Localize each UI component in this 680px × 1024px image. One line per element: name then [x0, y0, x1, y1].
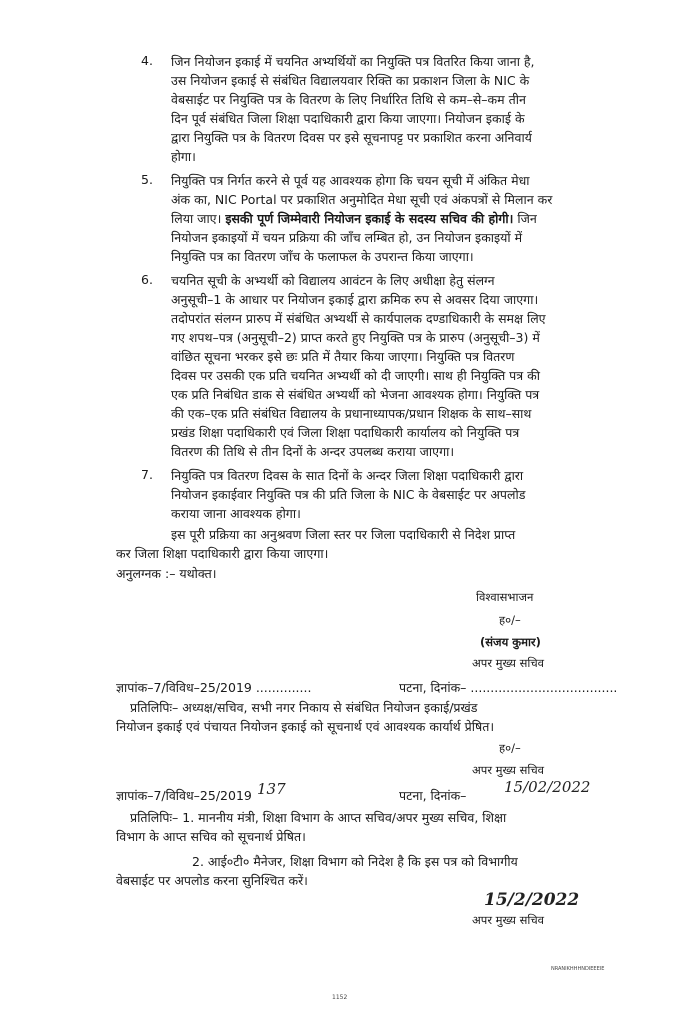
memo2-ref: ज्ञापांक–7/विविध–25/2019 [116, 788, 252, 803]
item-6-line-1: चयनित सूची के अभ्यर्थी को विद्यालय आवंटन के लिए अधीक्षा हेतु संलग्न [171, 273, 495, 288]
item-4-line-3: वेबसाईट पर नियुक्ति पत्र के वितरण के लिए निर्धारित तिथि से कम–से–कम तीन [171, 92, 526, 107]
enclosure-line: अनुलग्नक :– यथोक्त। [116, 566, 217, 581]
memo2-designation: अपर मुख्य सचिव [472, 913, 545, 927]
item-4-line-1: जिन नियोजन इकाई में चयनित अभ्यर्थियों का नियुक्ति पत्र वितरित किया जाना है, [171, 54, 535, 69]
item-7-line-2: नियोजन इकाईवार नियुक्ति पत्र की प्रति जिला के NIC के वेबसाईट पर अपलोड [171, 487, 526, 502]
item-5-line-3-start: लिया जाए। [171, 211, 226, 226]
item-6-line-10: वितरण की तिथि से तीन दिनों के अन्दर उपलब्ध कराया जाएगा। [171, 444, 455, 459]
item-7-line-3: कराया जाना आवश्यक होगा। [171, 506, 301, 521]
item-5-line-3-end: जिन [513, 211, 537, 226]
item-6-number: 6. [141, 272, 153, 287]
item-6-line-3: तदोपरांत संलग्न प्रारुप में संबंधित अभ्यर्थी से कार्यपालक दण्डाधिकारी के समक्ष लिए [171, 311, 546, 326]
footer-code: NRANIKHHHNDIEEEIE [551, 966, 605, 972]
item-7-number: 7. [141, 467, 153, 482]
memo1-signed-mark: ह०/– [499, 741, 521, 755]
item-4-line-4: दिन पूर्व संबंधित जिला शिक्षा पदाधिकारी द्वारा किया जाएगा। नियोजन इकाई के [171, 111, 525, 126]
footer-page-mark: 1152 [332, 994, 348, 1001]
item-5-line-2: अंक का, NIC Portal पर प्रकाशित अनुमोदित मेधा सूची एवं अंकपत्रों से मिलान कर [171, 192, 553, 207]
item-5-line-3 [171, 209, 537, 228]
item-5-line-1: नियुक्ति पत्र निर्गत करने से पूर्व यह आवश्यक होगा कि चयन सूची में अंकित मेधा [171, 173, 530, 188]
item-6-line-2: अनुसूची–1 के आधार पर नियोजन इकाई द्वारा क्रमिक रुप से अवसर दिया जाएगा। [171, 292, 539, 307]
memo2-copy1-line-2: विभाग के आप्त सचिव को सूचनार्थ प्रेषित। [116, 829, 306, 844]
memo2-copy2-line-2: वेबसाईट पर अपलोड करना सुनिश्चित करें। [116, 873, 308, 888]
item-6-line-8: की एक–एक प्रति संबंधित विद्यालय के प्रधानाध्यापक/प्रधान शिक्षक के साथ–साथ [171, 406, 532, 421]
memo1-ref: ज्ञापांक–7/विविध–25/2019 .............. [116, 680, 312, 695]
item-4-line-5: द्वारा नियुक्ति पत्र के वितरण दिवस पर इसे सूचनापट्ट पर प्रकाशित करना अनिवार्य [171, 130, 532, 145]
memo2-copy2-line-1: 2. आई०टी० मैनेजर, शिक्षा विभाग को निदेश है कि इस पत्र को विभागीय [192, 854, 518, 869]
memo1-designation: अपर मुख्य सचिव [472, 763, 545, 777]
item-4-line-2: उस नियोजन इकाई से संबंधित विद्यालयवार रिक्ति का प्रकाशन जिला के NIC के [171, 73, 530, 88]
handwritten-signature: 15/2/2022 [484, 890, 580, 910]
item-4-line-6: होगा। [171, 149, 196, 164]
signatory-designation: अपर मुख्य सचिव [472, 656, 545, 670]
item-6-line-7: एक प्रति निबंधित डाक से संबंधित अभ्यर्थी को भेजना आवश्यक होगा। नियुक्ति पत्र [171, 387, 540, 402]
item-5-line-4: नियोजन इकाइयों में चयन प्रक्रिया की जाँच लम्बित हो, उन नियोजन इकाइयों में [171, 230, 523, 245]
item-4-number: 4. [141, 53, 153, 68]
item-6-line-5: वांछित सूचना भरकर इसे छः प्रति में तैयार किया जाएगा। नियुक्ति पत्र वितरण [171, 349, 515, 364]
memo1-copy-line-2: नियोजन इकाई एवं पंचायत नियोजन इकाई को सूचनार्थ एवं आवश्यक कार्यार्थ प्रेषित। [116, 719, 495, 734]
closing-line-1: इस पूरी प्रक्रिया का अनुश्रवण जिला स्तर पर जिला पदाधिकारी से निदेश प्राप्त [171, 527, 516, 542]
faithfully: विश्वासभाजन [476, 590, 534, 604]
item-5-line-5: नियुक्ति पत्र का वितरण जाँच के फलाफल के उपरान्त किया जाएगा। [171, 249, 474, 264]
item-6-line-6: दिवस पर उसकी एक प्रति चयनित अभ्यर्थी को दी जाएगी। साथ ही नियुक्ति पत्र की [171, 368, 540, 383]
signed-mark: ह०/– [499, 613, 521, 627]
item-5-number: 5. [141, 172, 153, 187]
item-7-line-1: नियुक्ति पत्र वितरण दिवस के सात दिनों के अन्दर जिला शिक्षा पदाधिकारी द्वारा [171, 468, 524, 483]
memo2-copy1-line-1: प्रतिलिपिः– 1. माननीय मंत्री, शिक्षा विभाग के आप्त सचिव/अपर मुख्य सचिव, शिक्षा [130, 810, 507, 825]
memo2-place-date: पटना, दिनांक– [399, 788, 467, 803]
item-6-line-9: प्रखंड शिक्षा पदाधिकारी एवं जिला शिक्षा पदाधिकारी कार्यालय को नियुक्ति पत्र [171, 425, 520, 440]
item-6-line-4: गए शपथ–पत्र (अनुसूची–2) प्राप्त करते हुए नियुक्ति पत्र के प्रारुप (अनुसूची–3) में [171, 330, 540, 345]
memo2-date-handwritten: 15/02/2022 [504, 778, 591, 796]
signatory-name: (संजय कुमार) [480, 635, 541, 649]
item-5-responsibility-note: इसकी पूर्ण जिम्मेवारी नियोजन इकाई के सदस्य सचिव की होगी। [225, 211, 514, 226]
memo1-place-date: पटना, दिनांक– ..................................... [399, 680, 618, 695]
memo2-ref-handwritten: 137 [257, 780, 286, 798]
closing-line-2: कर जिला शिक्षा पदाधिकारी द्वारा किया जाएगा। [116, 546, 329, 561]
memo1-copy-line-1: प्रतिलिपिः– अध्यक्ष/सचिव, सभी नगर निकाय से संबंधित नियोजन इकाई/प्रखंड [130, 700, 478, 715]
